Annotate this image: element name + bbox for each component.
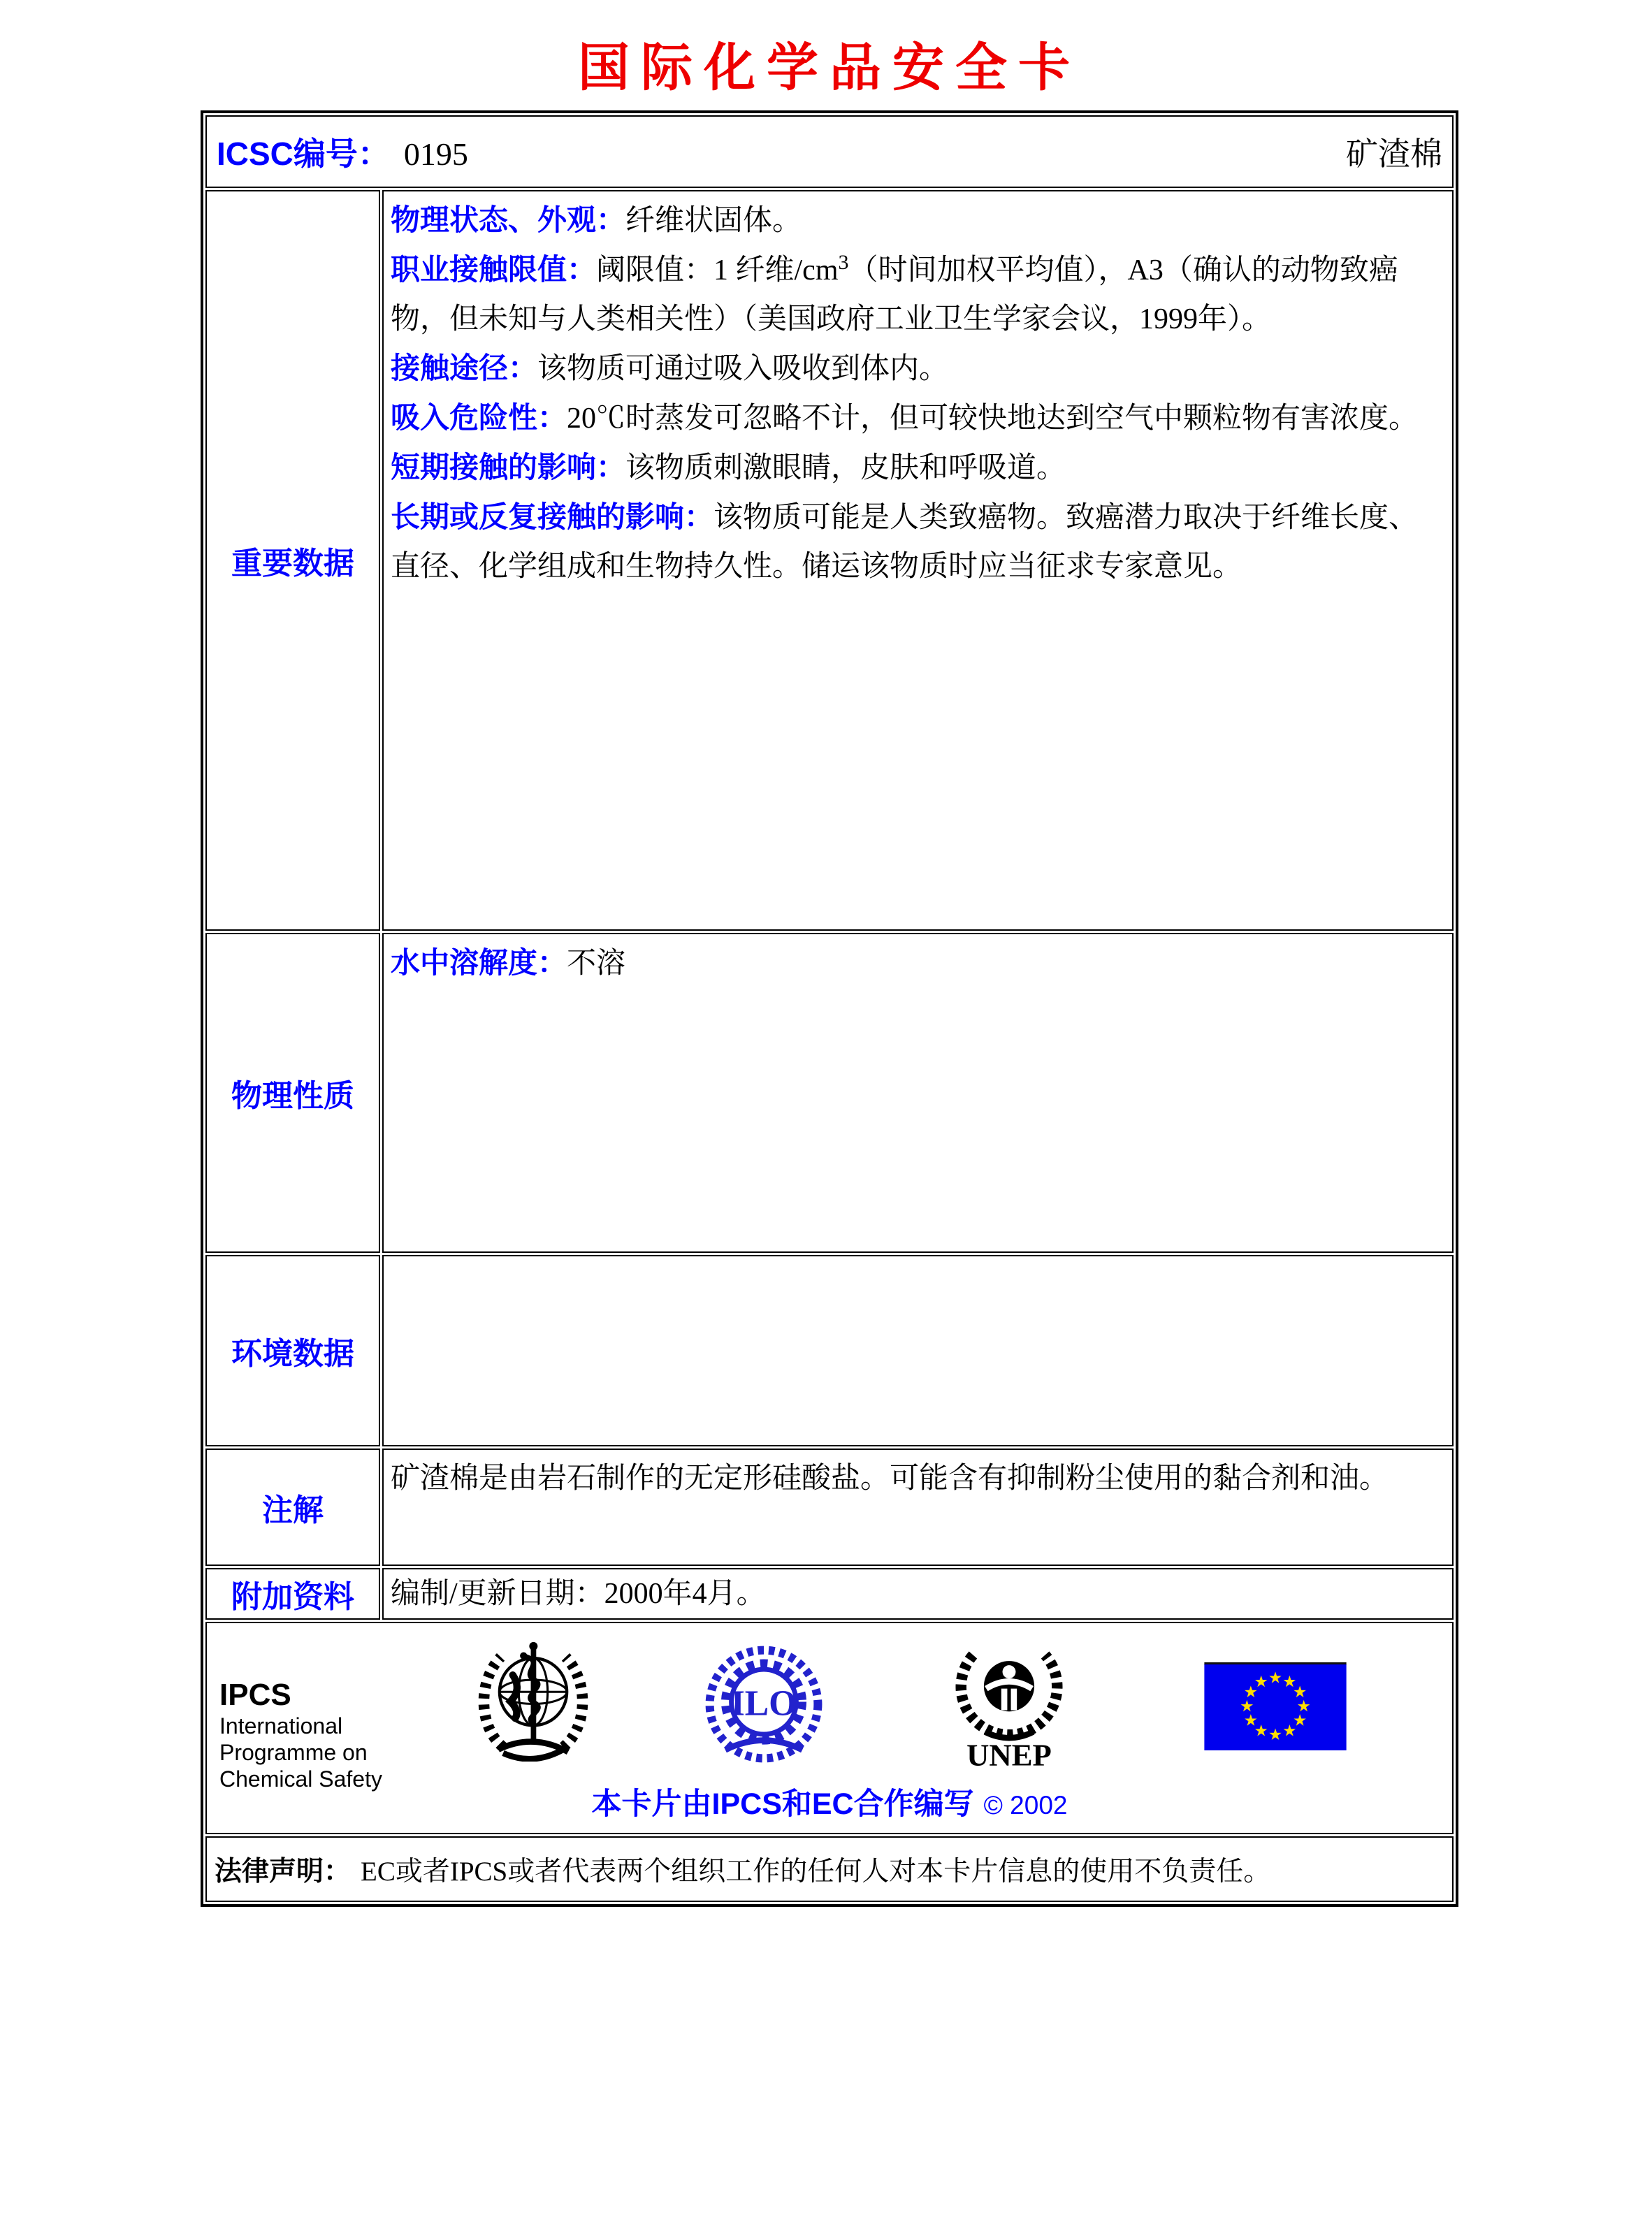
section-label-notes: 注解 [205, 1449, 380, 1566]
copyright-text: © 2002 [983, 1791, 1068, 1820]
ipcs-line: International [219, 1713, 343, 1738]
physical-properties-content [382, 933, 1454, 1253]
notes-row [205, 1449, 1454, 1566]
important-data-content [382, 190, 1454, 931]
item-label: 接触途径： [391, 351, 538, 384]
important-item [391, 493, 1445, 591]
item-label: 吸入危险性： [391, 401, 567, 434]
important-item [391, 443, 1445, 493]
cooperation-caption [207, 1780, 1452, 1823]
page-title: 国际化学品安全卡 [578, 40, 1081, 97]
important-item [391, 393, 1445, 443]
environment-data-row [205, 1255, 1454, 1446]
item-value: 该物质可通过吸入吸收到体内。 [537, 353, 949, 385]
item-value: 阈限值：1 纤维/cm [596, 254, 839, 286]
item-label: 职业接触限值： [391, 253, 597, 286]
legal-text: EC或者IPCS或者代表两个组织工作的任何人对本卡片信息的使用不负责任。 [361, 1857, 1271, 1887]
item-label: 短期接触的影响： [391, 451, 626, 484]
item-label: 长期或反复接触的影响： [391, 500, 714, 533]
who-logo-icon [467, 1641, 600, 1762]
environment-data-content [382, 1255, 1454, 1446]
physical-item [391, 938, 1445, 988]
additional-info-content: 编制/更新日期：2000年4月。 [382, 1568, 1454, 1620]
item-value: 该物质刺激眼睛，皮肤和呼吸道。 [625, 452, 1066, 484]
item-value: （时间加权平均值），A3（确认的动物致癌物，但未知与人类相关性）（美国政府工业卫生学家会议，1999年）。 [391, 254, 1398, 335]
section-label-additional-info: 附加资料 [205, 1568, 380, 1620]
important-item [391, 344, 1445, 393]
section-label-important-data: 重要数据 [205, 190, 380, 931]
superscript-3: 3 [838, 251, 849, 274]
logos-cell [205, 1622, 1454, 1834]
ipcs-acronym: IPCS [219, 1678, 291, 1712]
icsc-number-group [217, 129, 468, 175]
eu-flag-icon [1199, 1662, 1352, 1750]
substance-name: 矿渣棉 [1346, 136, 1442, 172]
icsc-number-label: ICSC编号： [217, 136, 390, 172]
item-label: 水中溶解度： [391, 946, 567, 979]
ipcs-line: Programme on [219, 1740, 368, 1765]
important-item [391, 196, 1445, 245]
item-value: 20℃时蒸发可忽略不计，但可较快地达到空气中颗粒物有害浓度。 [567, 402, 1419, 435]
important-data-row [205, 190, 1454, 931]
legal-cell [205, 1836, 1454, 1902]
icsc-card-table [201, 110, 1458, 1907]
additional-info-row [205, 1568, 1454, 1620]
section-label-physical-properties: 物理性质 [205, 933, 380, 1253]
unep-letters: UNEP [966, 1737, 1052, 1773]
header-cell [205, 115, 1454, 188]
header-row [205, 115, 1454, 188]
section-label-environment-data: 环境数据 [205, 1255, 380, 1446]
important-item [391, 245, 1445, 344]
ilo-logo-icon [702, 1644, 826, 1764]
icsc-number-value: 0195 [403, 136, 468, 172]
legal-label: 法律声明： [215, 1857, 352, 1887]
notes-content: 矿渣棉是由岩石制作的无定形硅酸盐。可能含有抑制粉尘使用的黏合剂和油。 [382, 1449, 1454, 1566]
item-label: 物理状态、外观： [391, 203, 626, 236]
item-value: 纤维状固体。 [625, 205, 802, 237]
item-value: 该物质可能是人类致癌物。致癌潜力取决于纤维长度、直径、化学组成和生物持久性。储运该物质时应当征求专家意见。 [391, 502, 1419, 583]
ipcs-line: Chemical Safety [219, 1766, 382, 1792]
unep-logo-icon [949, 1636, 1069, 1773]
legal-row [205, 1836, 1454, 1902]
physical-properties-row [205, 933, 1454, 1253]
item-value: 不溶 [567, 948, 626, 980]
ipcs-text-block [219, 1678, 382, 1792]
caption-text: 本卡片由IPCS和EC合作编写 [591, 1787, 974, 1821]
ilo-letters: ILO [730, 1683, 797, 1724]
logos-row [205, 1622, 1454, 1834]
